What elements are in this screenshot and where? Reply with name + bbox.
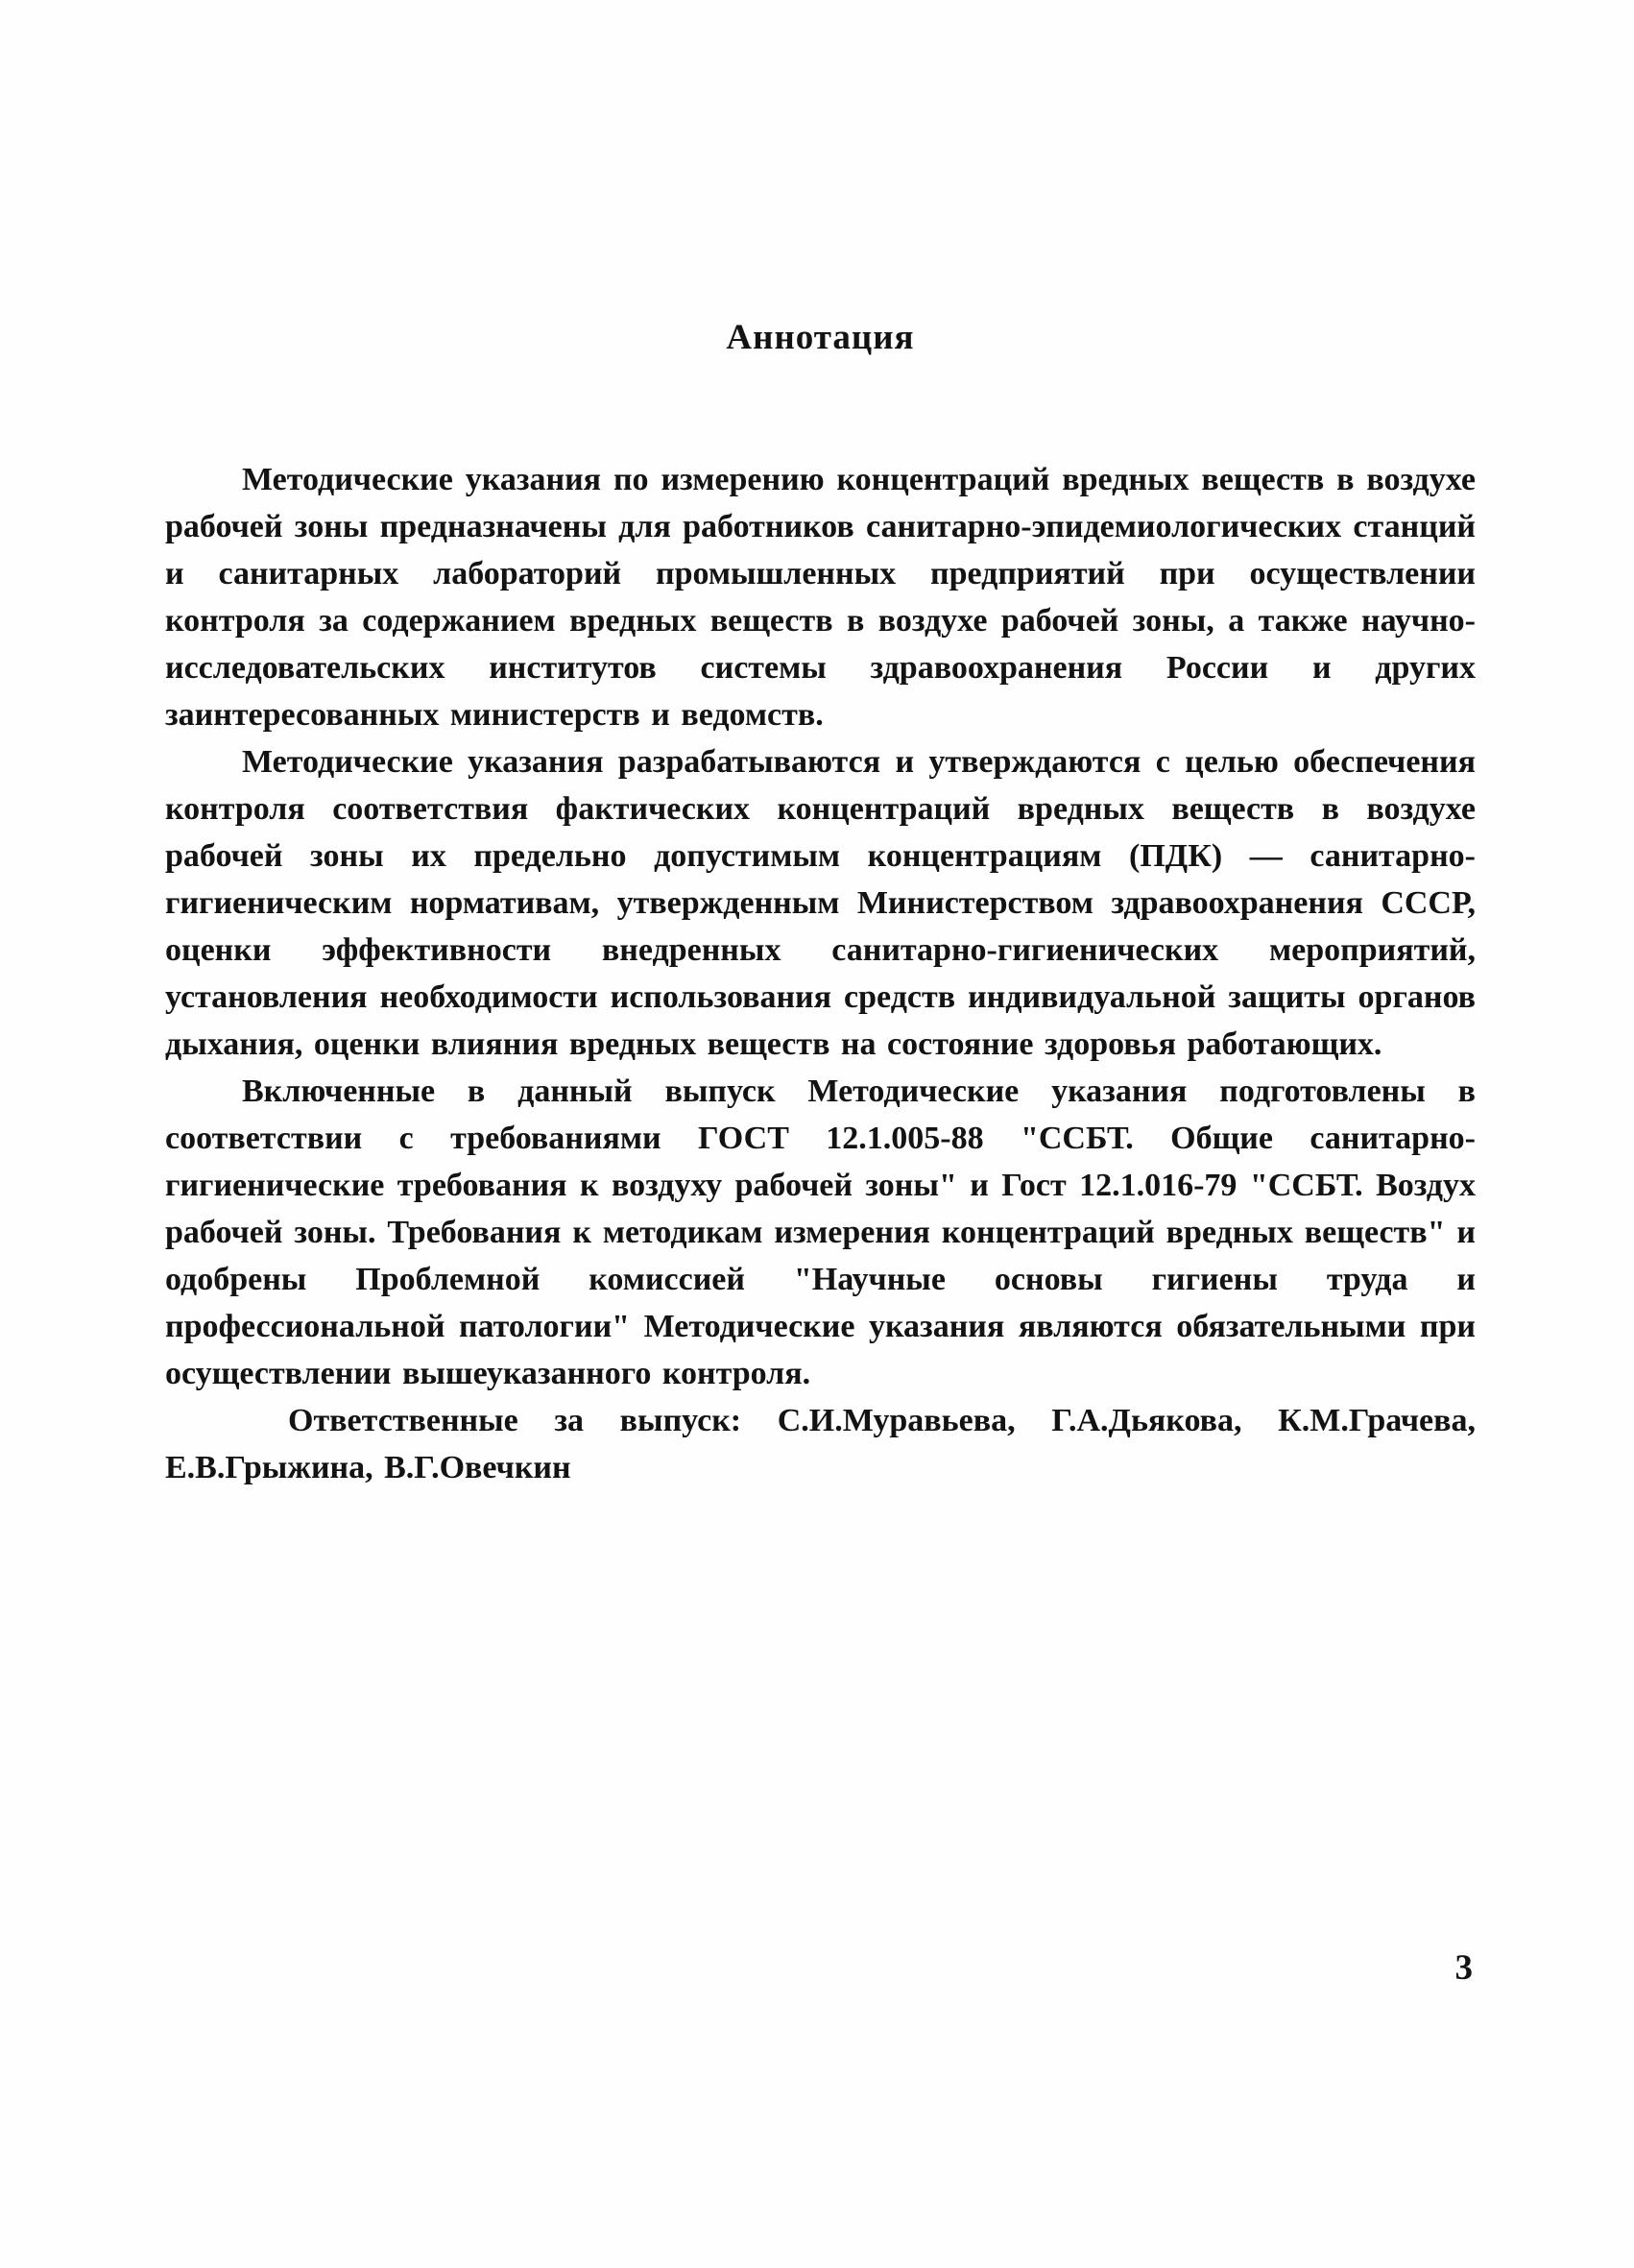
paragraph-intro: Методические указания по измерению концентраций вредных веществ в воздухе рабочей зоны предназначены для работников санитарно-эпидемиологических станций и санитарных лабораторий промышленных предприятий при осуществлении контроля за содержанием вредных веществ в воздухе рабочей зоны, а также научно-исследовательских институтов системы здравоохранения России и других заинтересованных министерств и ведомств. [165, 462, 1476, 733]
paragraph-standards: Включенные в данный выпуск Методические указания подготовлены в соответствии с требованиями ГОСТ 12.1.005-88 "ССБТ. Общие санитарно-гигиенические требования к воздуху рабочей зоны" и Гост 12.1.016-79 "ССБТ. Воздух рабочей зоны. Требования к методикам измерения концентраций вредных веществ" и одобрены Проблемной комиссией "Научные основы гигиены труда и профессиональной патологии" Методические указания являются обязательными при осуществлении вышеуказанного контроля. [165, 1074, 1476, 1391]
page-title: Аннотация [726, 318, 915, 357]
paragraph-responsible: Ответственные за выпуск: С.И.Муравьева, Г.А.Дьякова, К.М.Грачева, Е.В.Грыжина, В.Г.Овечкин [165, 1403, 1476, 1485]
paragraph-purpose: Методические указания разрабатываются и утверждаются с целью обеспечения контроля соответствия фактических концентраций вредных веществ в воздухе рабочей зоны их предельно допустимым концентрациям (ПДК) — санитарно-гигиеническим нормативам, утвержденным Министерством здравоохранения СССР, оценки эффективности внедренных санитарно-гигиенических мероприятий, установления необходимости использования средств индивидуальной защиты органов дыхания, оценки влияния вредных веществ на состояние здоровья работающих. [165, 744, 1476, 1062]
page-number: 3 [1454, 1948, 1473, 1988]
